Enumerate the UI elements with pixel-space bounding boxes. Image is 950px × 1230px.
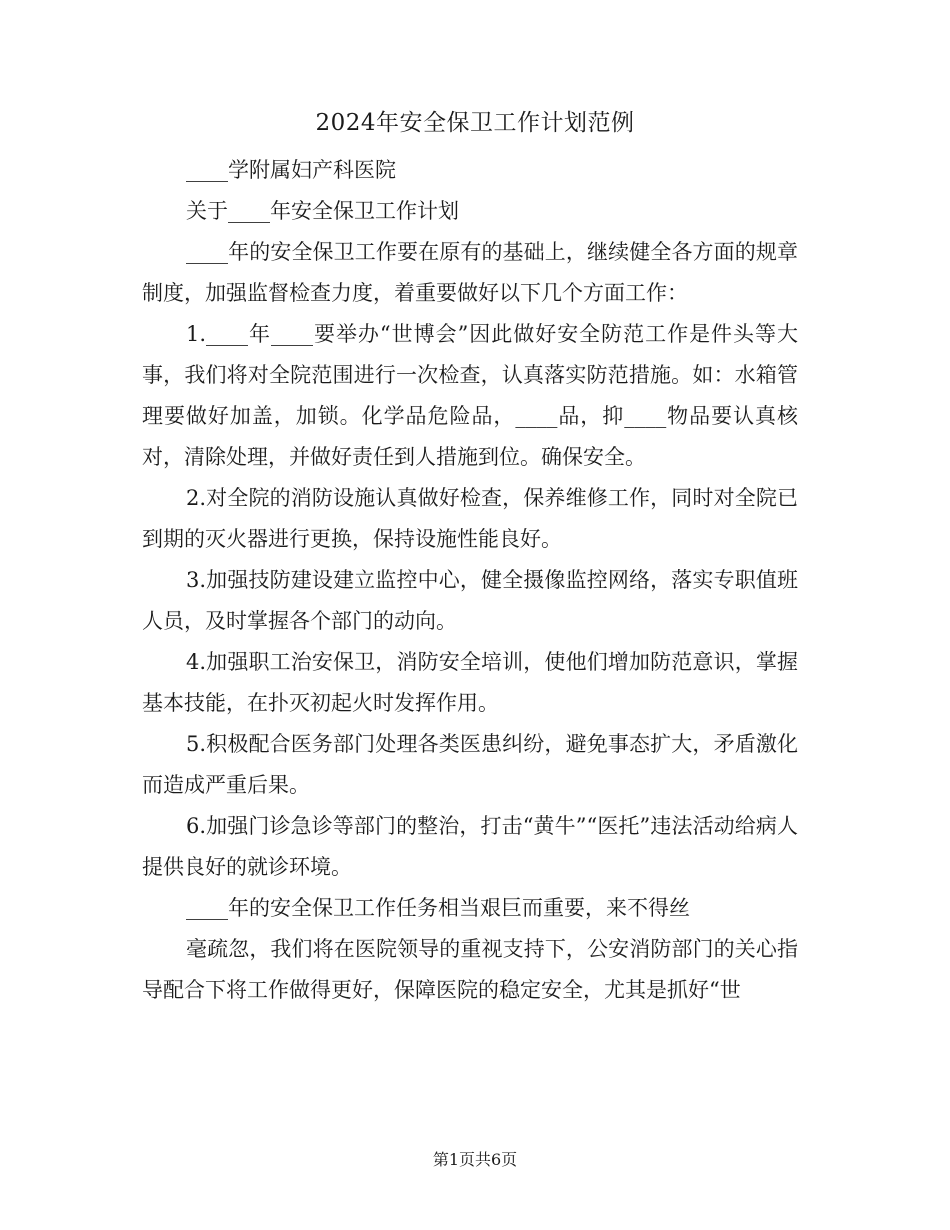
paragraph-plan-heading: 关于____年安全保卫工作计划 <box>186 199 459 223</box>
paragraph-item-2: 2.对全院的消防设施认真做好检查，保养维修工作，同时对全院已到期的灭火器进行更换，保持设施性能良好。 <box>142 486 798 551</box>
paragraph-intro: ____年的安全保卫工作要在原有的基础上，继续健全各方面的规章制度，加强监督检查力度，着重要做好以下几个方面工作： <box>142 240 798 305</box>
paragraph-item-6: 6.加强门诊急诊等部门的整治，打击“黄牛”“医托”违法活动给病人提供良好的就诊环境。 <box>142 814 798 879</box>
page-footer: 第1页共6页 <box>432 1150 518 1169</box>
paragraph-item-4: 4.加强职工治安保卫，消防安全培训，使他们增加防范意识，掌握基本技能，在扑灭初起火时发挥作用。 <box>142 650 798 715</box>
document-title: 2024年安全保卫工作计划范例 <box>315 110 635 136</box>
paragraph-item-3: 3.加强技防建设建立监控中心，健全摄像监控网络，落实专职值班人员，及时掌握各个部门的动向。 <box>142 568 798 633</box>
paragraph-closing-2: 毫疏忽，我们将在医院领导的重视支持下，公安消防部门的关心指导配合下将工作做得更好，保障医院的稳定安全，尤其是抓好“世 <box>142 937 798 1002</box>
paragraph-item-1: 1.____年____要举办“世博会”因此做好安全防范工作是件头等大事，我们将对全院范围进行一次检查，认真落实防范措施。如：水箱管理要做好加盖，加锁。化学品危险品，____品，抑____物品要认真核对，清除处理，并做好责任到人措施到位。确保安全。 <box>142 322 798 469</box>
paragraph-item-5: 5.积极配合医务部门处理各类医患纠纷，避免事态扩大，矛盾激化而造成严重后果。 <box>142 732 798 797</box>
document-body <box>142 150 798 1011</box>
paragraph-hospital-name: ____学附属妇产科医院 <box>186 158 396 182</box>
paragraph-closing-1: ____年的安全保卫工作任务相当艰巨而重要，来不得丝 <box>186 896 690 920</box>
